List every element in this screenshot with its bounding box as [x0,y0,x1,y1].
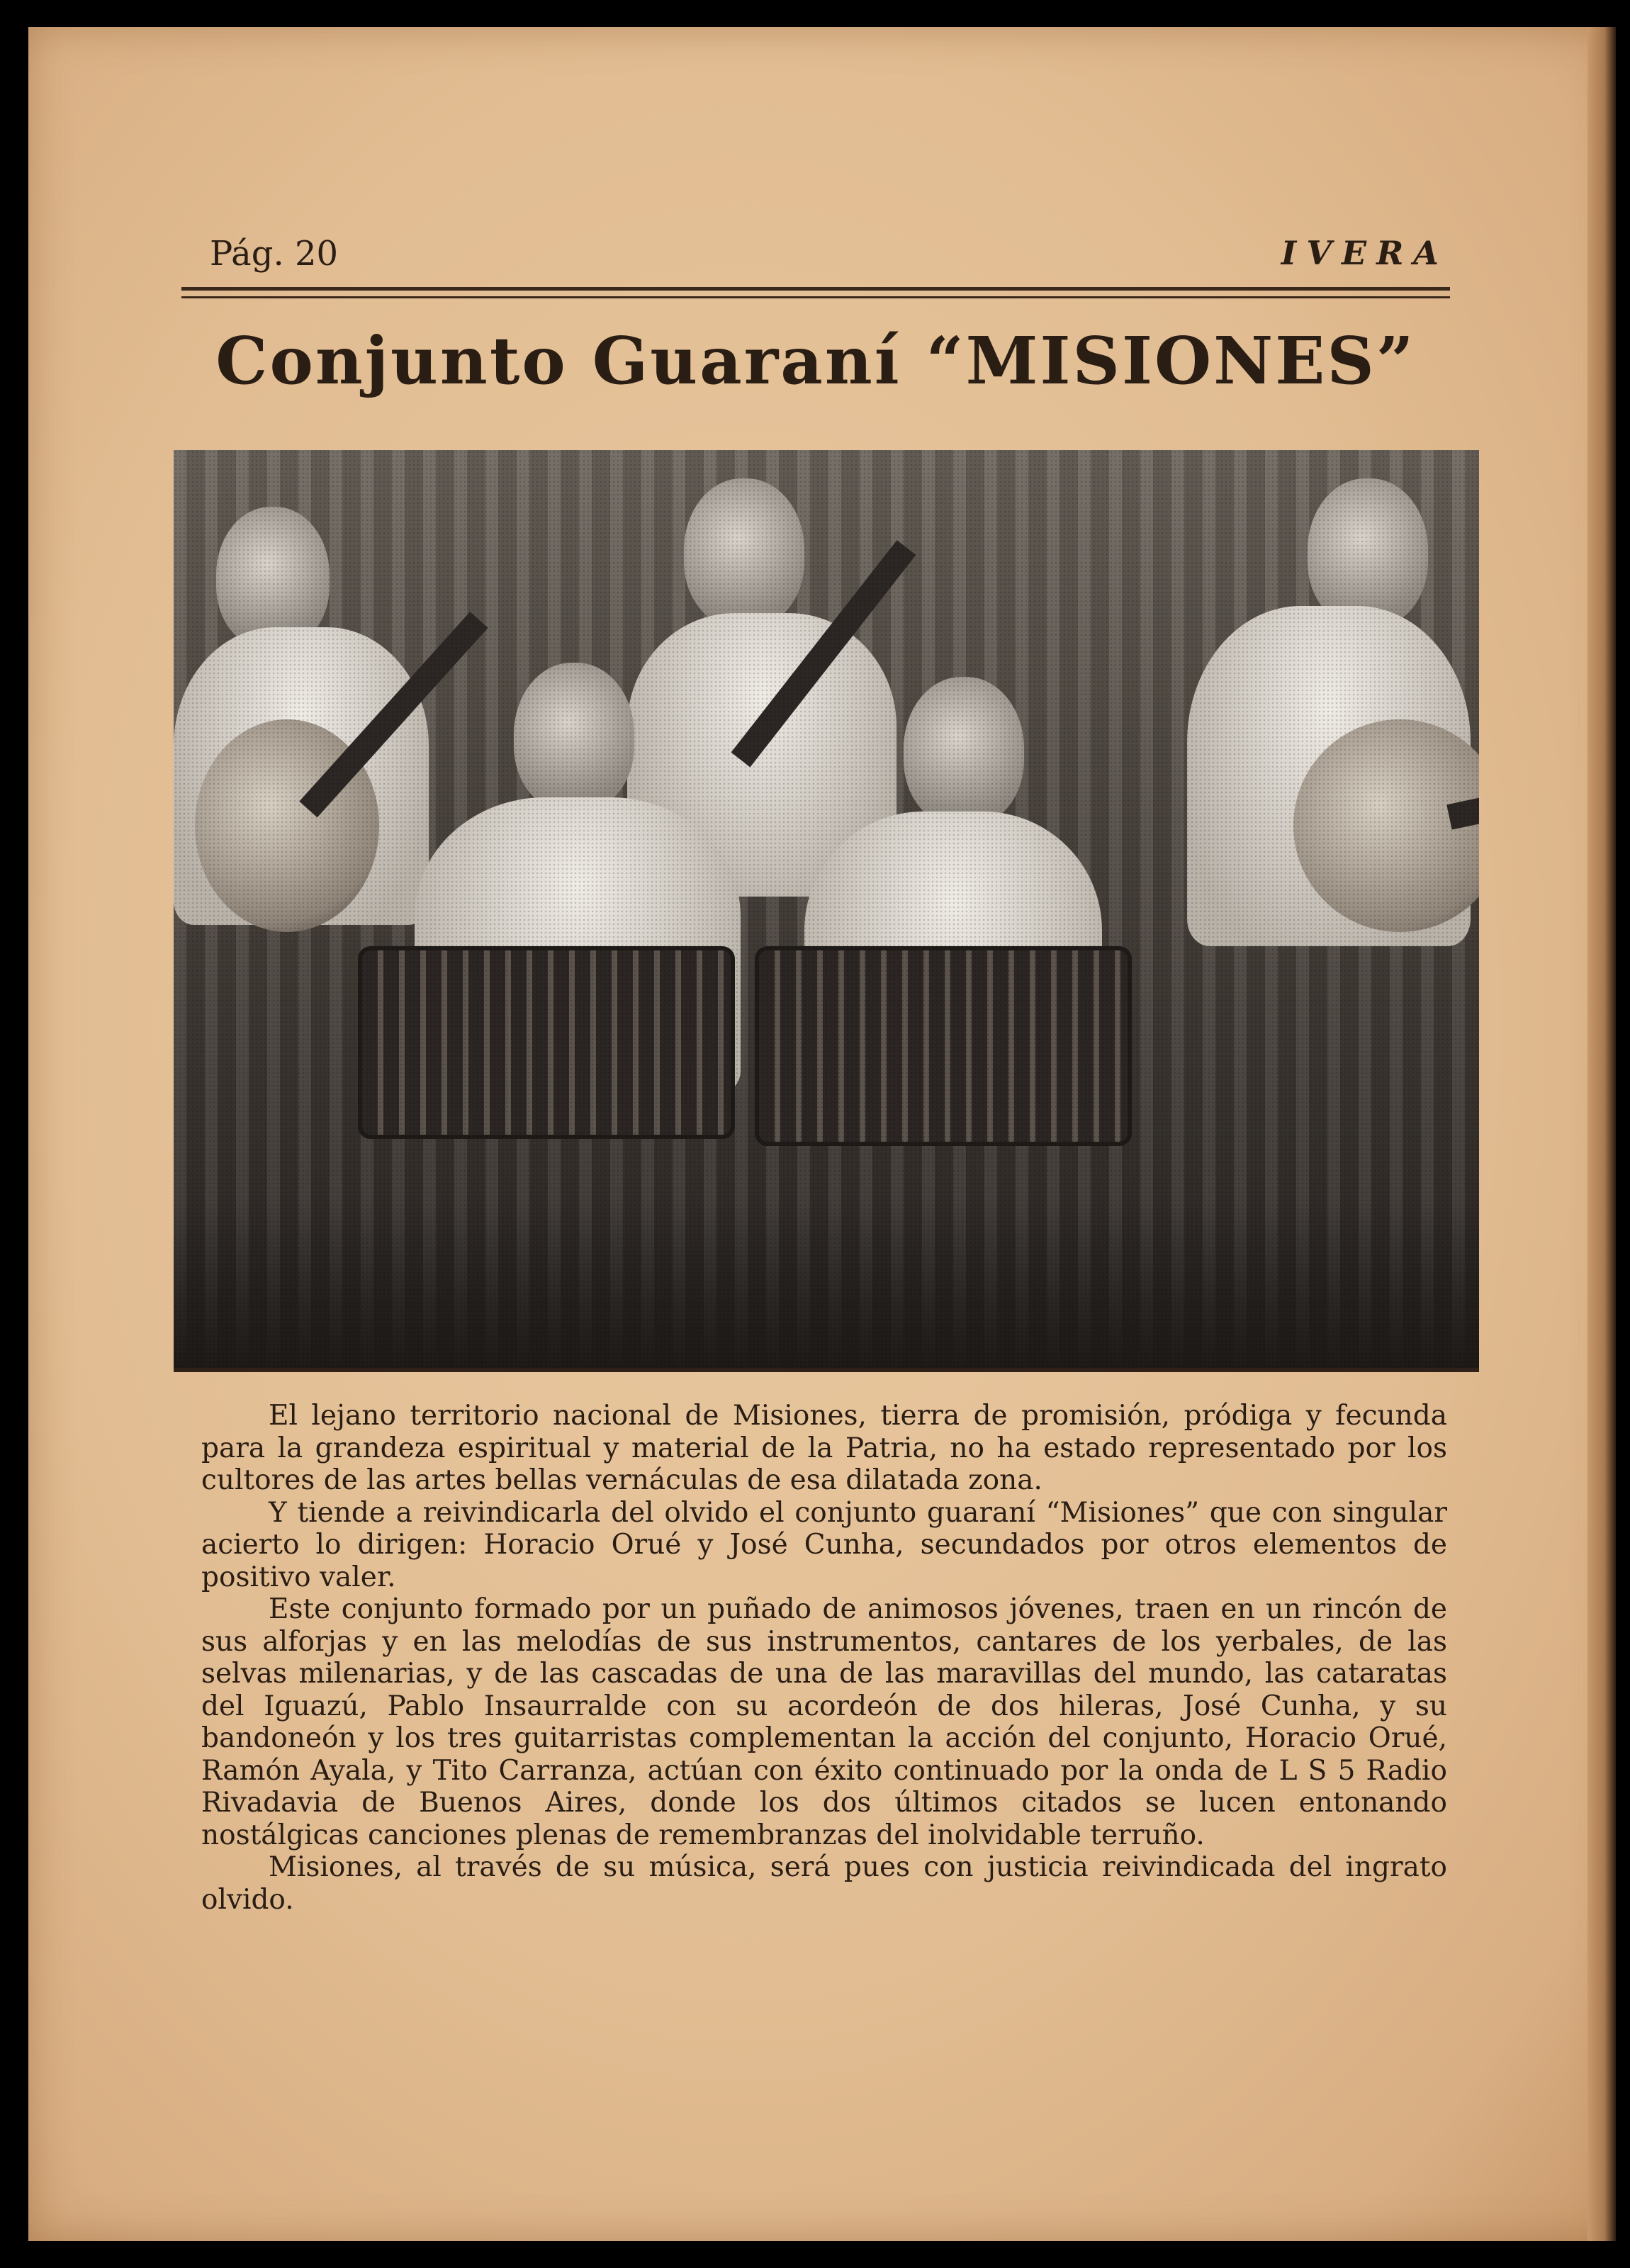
page-number: Pág. 20 [210,234,339,274]
header-rule-thick [181,287,1450,291]
article-title: Conjunto Guaraní “MISIONES” [215,322,1416,399]
halftone-texture [174,450,1479,1370]
header-rule-thin [181,296,1450,298]
page-header [181,234,1449,276]
article-paragraph-1: El lejano territorio nacional de Misiones, tierra de promisión, pródiga y fecunda para la grandeza espiritual y material de la Patria, no ha estado representado por los cultores de las artes bellas vernáculas de esa dilatada zona. [201,1400,1447,1496]
article-paragraph-4: Misiones, al través de su música, será pues con justicia reivindicada del ingrato olvido. [201,1851,1447,1916]
magazine-name: IVERA [1281,234,1449,272]
photo-bottom-rule [174,1368,1479,1372]
group-photo [174,450,1479,1370]
article-body [201,1400,1447,1916]
article-paragraph-2: Y tiende a reivindicarla del olvido el conjunto guaraní “Misiones” que con singular acierto lo dirigen: Horacio Orué y José Cunha, secundados por otros elementos de positivo valer. [201,1496,1447,1593]
page-binding-edge [1587,27,1616,2241]
article-paragraph-3: Este conjunto formado por un puñado de animosos jóvenes, traen en un rincón de sus alforjas y en las melodías de sus instrumentos, cantares de los yerbales, de las selvas milenarias, y de las cascadas de una de las maravillas del mundo, las cataratas del Iguazú, Pablo Insaurralde con su acordeón de dos hileras, José Cunha, y su bandoneón y los tres guitarristas complementan la acción del conjunto, Horacio Orué, Ramón Ayala, y Tito Carranza, actúan con éxito continuado por la onda de L S 5 Radio Rivadavia de Buenos Aires, donde los dos últimos citados se lucen entonando nostálgicas canciones plenas de remembranzas del inolvidable terruño. [201,1593,1447,1851]
